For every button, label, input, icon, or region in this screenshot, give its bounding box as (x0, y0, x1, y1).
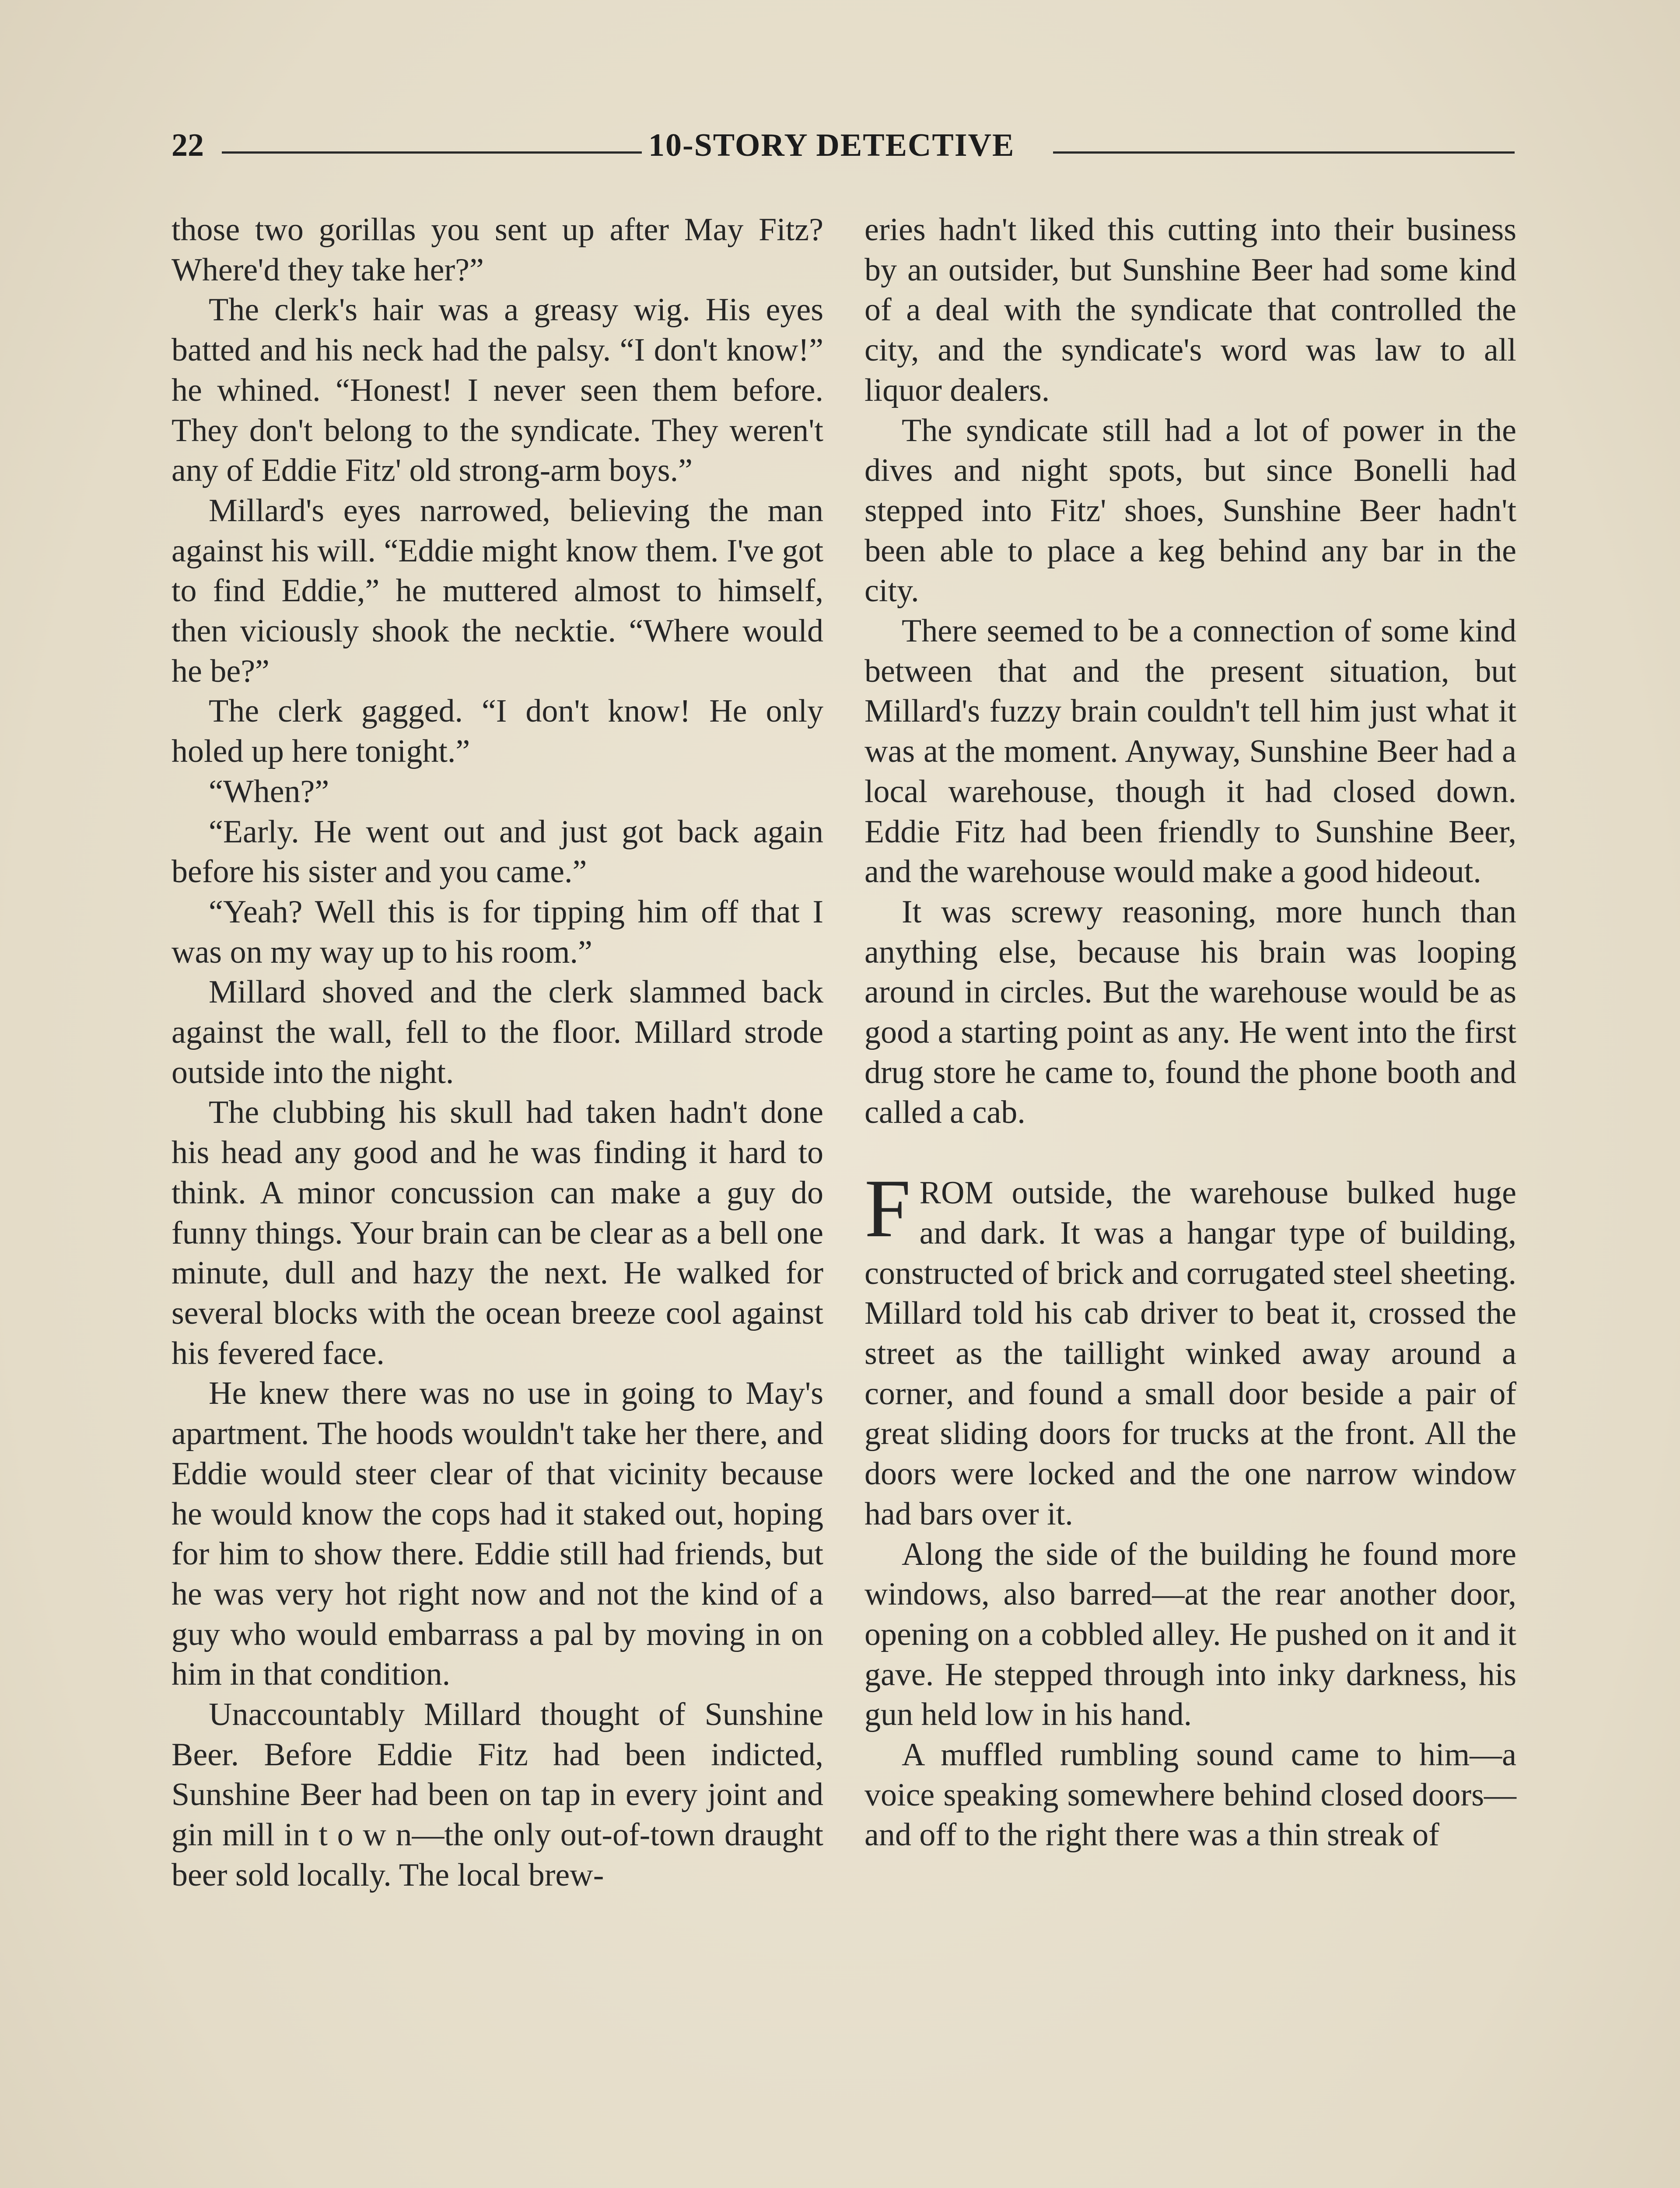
paragraph: Along the side of the building he found more windows, also barred—at the rear another door, opening on a cobbled alley. He pushed on it and it gave. He stepped through into inky darkness, his gun held low in his hand. (864, 1536, 1516, 1733)
paragraph: Millard's eyes narrowed, believing the man against his will. “Eddie might know them. I've got to find Eddie,” he muttered almost to himself, then viciously shook the necktie. “Where would he be?” (172, 492, 823, 689)
paragraph: The syndicate still had a lot of power in the dives and night spots, but since Bonelli had stepped into Fitz' shoes, Sunshine Beer hadn't been able to place a keg behind any bar in the city. (864, 412, 1516, 609)
paragraph: “Yeah? Well this is for tipping him off that I was on my way up to his room.” (172, 894, 823, 970)
left-column (172, 210, 823, 1896)
paragraph: “Early. He went out and just got back again before his sister and you came.” (172, 813, 823, 890)
paragraph: Millard shoved and the clerk slammed back against the wall, fell to the floor. Millard strode outside into the night. (172, 974, 823, 1090)
header-rule-right (1053, 151, 1515, 154)
magazine-title: 10-STORY DETECTIVE (648, 127, 1015, 163)
paragraph: The clerk's hair was a greasy wig. His eyes batted and his neck had the palsy. “I don't know!” he whined. “Honest! I never seen them before. They don't belong to the syndicate. They weren't any of Eddie Fitz' old strong-arm boys.” (172, 292, 823, 489)
paragraph: The clubbing his skull had taken hadn't done his head any good and he was finding it hard to think. A minor concussion can make a guy do funny things. Your brain can be clear as a bell one minute, dull and hazy the next. He walked for several blocks with the ocean breeze cool against his fevered face. (172, 1094, 823, 1371)
paragraph: He knew there was no use in going to May's apartment. The hoods wouldn't take her there, and Eddie would steer clear of that vicinity because he would know the cops had it staked out, hoping for him to show there. Eddie still had friends, but he was very hot right now and not the kind of a guy who would embarrass a pal by moving in on him in that condition. (172, 1375, 823, 1693)
paragraph: “When?” (209, 773, 329, 810)
page-header (172, 127, 1515, 175)
paragraph: There seemed to be a connection of some kind between that and the present situation, but Millard's fuzzy brain couldn't tell him just what it was at the moment. Anyway, Sunshine Beer had a local warehouse, though it had closed down. Eddie Fitz had been friendly to Sunshine Beer, and the warehouse would make a good hideout. (864, 613, 1516, 890)
right-column (864, 210, 1516, 1855)
paragraph: those two gorillas you sent up after May Fitz? Where'd they take her?” (172, 212, 823, 288)
paragraph: Unaccountably Millard thought of Sunshine Beer. Before Eddie Fitz had been indicted, Sunshine Beer had been on tap in every joint and gin mill in t o w n—the only out-of-town draught beer sold locally. The local brew- (172, 1697, 823, 1893)
section-opening-paragraph (864, 1163, 1516, 1534)
section-opening-text: ROM outside, the warehouse bulked huge and dark. It was a hangar type of building, constructed of brick and corrugated steel sheeting. Millard told his cab driver to beat it, crossed the street as the taillight winked away around a corner, and found a small door beside a pair of great sliding doors for trucks at the front. All the doors were locked and the one narrow window had bars over it. (864, 1175, 1516, 1532)
header-rule-left (222, 151, 642, 154)
paragraph: eries hadn't liked this cutting into their business by an outsider, but Sunshine Beer had some kind of a deal with the syndicate that controlled the city, and the syndicate's word was law to all liquor dealers. (864, 212, 1516, 408)
page-number: 22 (172, 127, 204, 163)
drop-cap: F (864, 1163, 911, 1255)
paragraph: The clerk gagged. “I don't know! He only holed up here tonight.” (172, 693, 823, 770)
paragraph: A muffled rumbling sound came to him—a voice speaking somewhere behind closed doors—and off to the right there was a thin streak of (864, 1737, 1516, 1853)
paragraph: It was screwy reasoning, more hunch than anything else, because his brain was looping around in circles. But the warehouse would be as good a starting point as any. He went into the first drug store he came to, found the phone booth and called a cab. (864, 894, 1516, 1131)
